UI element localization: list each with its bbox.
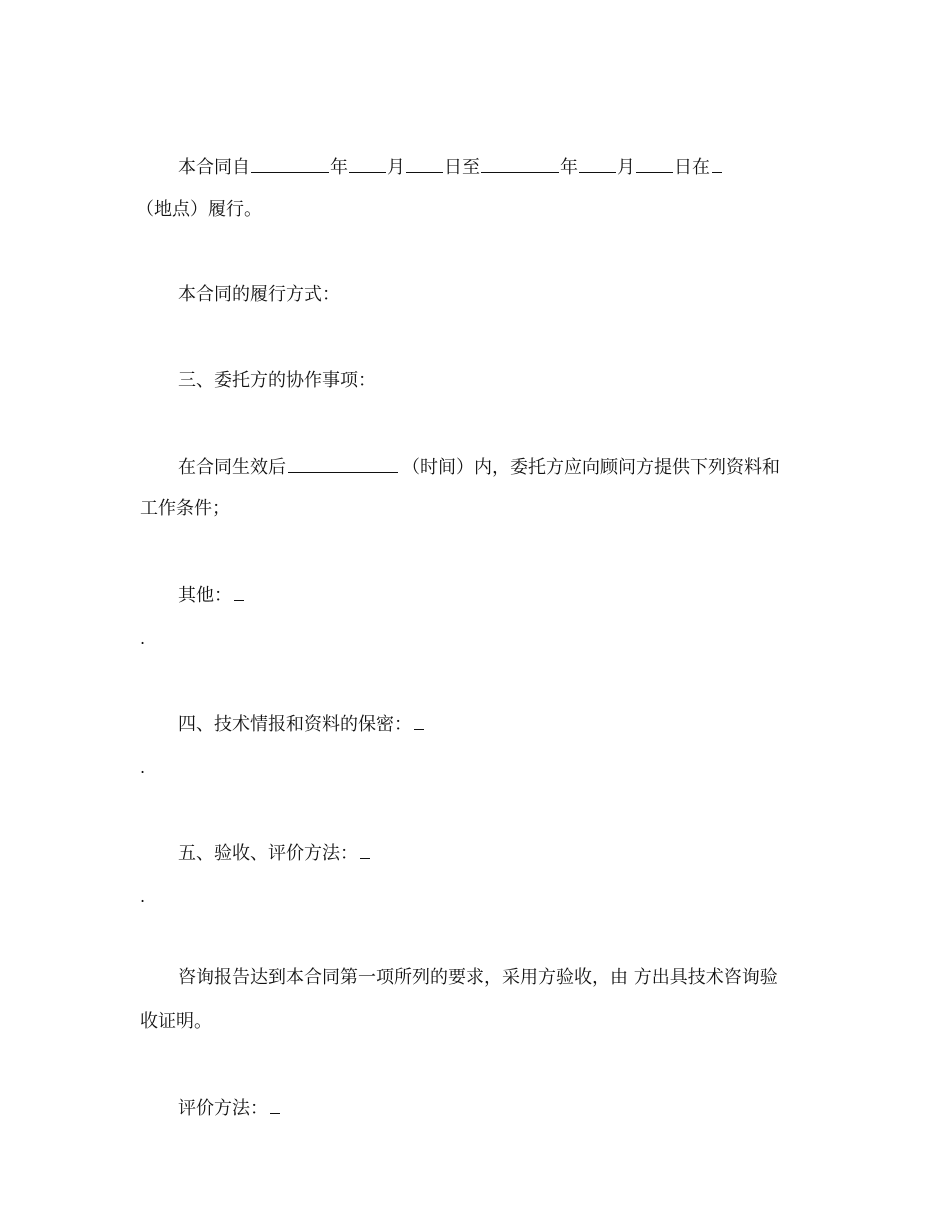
other-items-line: [178, 582, 244, 608]
materials-provision-line: [178, 454, 780, 480]
text-segment: （时间）内，委托方应向顾问方提供下列资料和: [402, 457, 780, 478]
performance-method: 本合同的履行方式：: [178, 284, 340, 305]
confidentiality-blank[interactable]: [414, 711, 424, 730]
evaluation-method-line: [178, 1095, 280, 1121]
acceptance-text-line1: 咨询报告达到本合同第一项所列的要求，采用方验收，由 方出具技术咨询验: [178, 967, 778, 988]
performance-period-line: [178, 154, 722, 180]
text-segment: 年: [560, 157, 578, 178]
text-segment: 其他：: [178, 585, 232, 606]
text-segment: 日至: [444, 157, 480, 178]
materials-provision-cont: 工作条件；: [140, 498, 230, 519]
text-segment: 评价方法：: [178, 1098, 268, 1119]
performance-location-line: （地点）履行。: [136, 199, 262, 220]
section-five-heading: [178, 840, 370, 866]
text-segment: 本合同自: [178, 157, 250, 178]
text-segment: 月: [617, 157, 635, 178]
text-segment: 日在: [674, 157, 710, 178]
dot-marker: .: [140, 758, 146, 777]
start-year-blank[interactable]: [251, 154, 329, 173]
location-blank[interactable]: [712, 154, 722, 173]
end-day-blank[interactable]: [636, 154, 673, 173]
section-four-heading: [178, 711, 424, 737]
start-day-blank[interactable]: [406, 154, 443, 173]
text-segment: 四、技术情报和资料的保密：: [178, 714, 412, 735]
start-month-blank[interactable]: [349, 154, 386, 173]
time-blank[interactable]: [288, 454, 398, 473]
acceptance-blank[interactable]: [360, 840, 370, 859]
evaluation-blank[interactable]: [270, 1095, 280, 1114]
text-segment: 月: [387, 157, 405, 178]
text-segment: 在合同生效后: [178, 457, 286, 478]
text-segment: 年: [330, 157, 348, 178]
acceptance-text-line2: 收证明。: [140, 1011, 212, 1032]
text-segment: 五、验收、评价方法：: [178, 843, 358, 864]
dot-marker: .: [140, 629, 146, 648]
end-month-blank[interactable]: [579, 154, 616, 173]
other-blank[interactable]: [234, 582, 244, 601]
end-year-blank[interactable]: [481, 154, 559, 173]
section-three-heading: 三、委托方的协作事项：: [178, 370, 376, 391]
dot-marker: .: [140, 887, 146, 906]
